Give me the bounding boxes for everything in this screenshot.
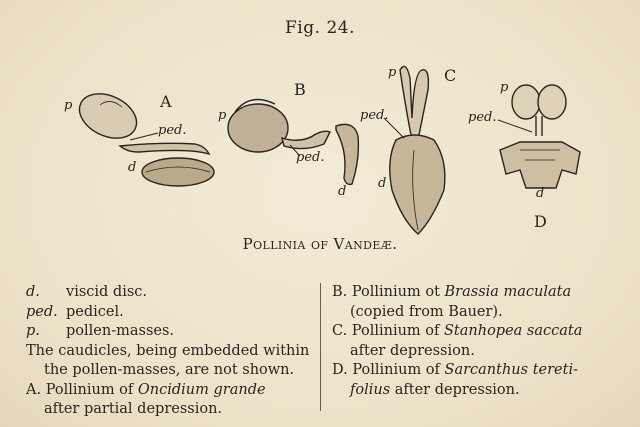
label-C: C bbox=[444, 66, 457, 85]
item-b: B. Pollinium ot Brassia maculata bbox=[332, 284, 572, 300]
legend-right bbox=[332, 283, 632, 400]
pollinium-b-drawing bbox=[228, 100, 358, 185]
column-divider bbox=[320, 283, 321, 411]
legend-item-p: p. pollen-masses. bbox=[26, 323, 175, 339]
item-d-line-2: folius after depression. bbox=[350, 381, 520, 398]
label-ped-a: ped. bbox=[158, 123, 187, 138]
label-B: B bbox=[294, 80, 306, 99]
label-ped-b: ped. bbox=[296, 150, 325, 165]
item-a-line-2: after partial depression. bbox=[44, 401, 223, 417]
label-D: D bbox=[534, 212, 547, 231]
item-c: C. Pollinium of Stanhopea saccata bbox=[332, 323, 583, 339]
label-d-b: d bbox=[338, 184, 347, 199]
label-d-d: d bbox=[536, 186, 545, 201]
label-p-d: p bbox=[500, 80, 509, 95]
legend-item-d: d. viscid disc. bbox=[26, 284, 148, 300]
item-d: D. Pollinium of Sarcanthus tereti- bbox=[332, 362, 578, 378]
item-b-line-2: (copied from Bauer). bbox=[350, 303, 503, 320]
label-p-b: p bbox=[218, 108, 227, 123]
label-A: A bbox=[160, 92, 172, 111]
label-ped-c: ped. bbox=[360, 108, 389, 123]
legend-left bbox=[26, 283, 316, 420]
item-c-line-2: after depression. bbox=[350, 342, 475, 359]
pollinium-a-drawing bbox=[72, 85, 214, 186]
legend-item-ped: ped. pedicel. bbox=[26, 303, 124, 320]
pollinium-d-drawing bbox=[500, 85, 580, 188]
label-p-a: p bbox=[64, 98, 73, 113]
item-a: A. Pollinium of Oncidium grande bbox=[26, 381, 266, 398]
label-ped-d: ped. bbox=[468, 110, 497, 125]
pollinium-c-drawing bbox=[390, 66, 445, 234]
figure-title: Fig. 24. bbox=[285, 18, 355, 38]
figure-caption: Pollinia of Vandeæ. bbox=[242, 235, 398, 253]
label-d-c: d bbox=[378, 176, 387, 191]
label-d-a: d bbox=[128, 160, 137, 175]
note-line-2: the pollen-masses, are not shown. bbox=[44, 362, 295, 378]
note-line-1: The caudicles, being embedded within bbox=[26, 342, 310, 359]
label-p-c: p bbox=[388, 65, 397, 80]
